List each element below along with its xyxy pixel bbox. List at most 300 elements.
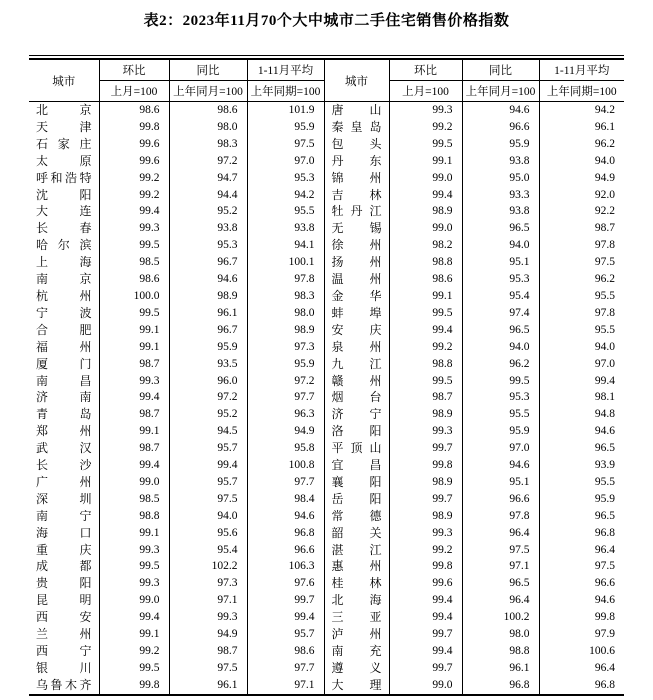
value-cell: 98.7: [539, 220, 624, 237]
value-cell: 96.5: [462, 322, 539, 339]
city-name: 郑州: [36, 424, 92, 439]
value-cell: 96.7: [169, 254, 247, 271]
city-name: 烟台: [331, 390, 382, 405]
value-cell: 99.4: [169, 457, 247, 474]
header-yoy-base-right: 上年同月=100: [462, 81, 539, 102]
value-cell: 97.2: [247, 373, 324, 390]
header-avg-right: 1-11月平均: [539, 59, 624, 81]
value-cell: 95.5: [539, 322, 624, 339]
value-cell: 95.7: [247, 626, 324, 643]
city-cell: [324, 423, 389, 440]
table-row: [29, 254, 624, 271]
value-cell: 97.5: [247, 136, 324, 153]
value-cell: 95.3: [462, 271, 539, 288]
city-name: 西安: [36, 610, 92, 625]
value-cell: 98.9: [389, 406, 462, 423]
city-name: 遵义: [331, 660, 382, 675]
value-cell: 99.4: [539, 373, 624, 390]
value-cell: 96.7: [169, 322, 247, 339]
city-name: 秦皇岛: [331, 119, 382, 134]
table-row: [29, 203, 624, 220]
value-cell: 99.7: [389, 626, 462, 643]
city-name: 昆明: [36, 593, 92, 608]
city-name: 无锡: [331, 221, 382, 236]
city-name: 泉州: [331, 339, 382, 354]
value-cell: 99.4: [99, 389, 169, 406]
value-cell: 99.1: [99, 525, 169, 542]
value-cell: 93.8: [169, 220, 247, 237]
header-city-left: 城市: [29, 59, 99, 102]
value-cell: 96.4: [539, 660, 624, 677]
value-cell: 99.6: [99, 136, 169, 153]
city-name: 襄阳: [331, 474, 382, 489]
value-cell: 98.9: [169, 288, 247, 305]
value-cell: 97.4: [462, 305, 539, 322]
city-cell: [324, 609, 389, 626]
city-cell: [29, 153, 99, 170]
table-row: [29, 575, 624, 592]
value-cell: 99.5: [462, 373, 539, 390]
city-name: 哈尔滨: [36, 238, 92, 253]
table-row: [29, 609, 624, 626]
table-row: [29, 237, 624, 254]
value-cell: 95.5: [539, 288, 624, 305]
value-cell: 93.5: [169, 356, 247, 373]
table-row: [29, 119, 624, 136]
value-cell: 98.7: [169, 643, 247, 660]
value-cell: 97.2: [169, 389, 247, 406]
value-cell: 94.9: [247, 423, 324, 440]
city-cell: [324, 288, 389, 305]
value-cell: 97.8: [462, 508, 539, 525]
value-cell: 97.0: [462, 440, 539, 457]
value-cell: 99.4: [389, 643, 462, 660]
city-cell: [29, 626, 99, 643]
city-cell: [29, 660, 99, 677]
value-cell: 99.7: [247, 592, 324, 609]
header-avg-base-right: 上年同期=100: [539, 81, 624, 102]
value-cell: 98.2: [389, 237, 462, 254]
city-name: 广州: [36, 474, 92, 489]
value-cell: 97.7: [247, 389, 324, 406]
city-cell: [324, 508, 389, 525]
city-name: 南京: [36, 272, 92, 287]
table-row: [29, 474, 624, 491]
city-cell: [324, 187, 389, 204]
value-cell: 95.9: [539, 491, 624, 508]
value-cell: 93.3: [462, 187, 539, 204]
header-yoy-base-left: 上年同月=100: [169, 81, 247, 102]
value-cell: 94.6: [169, 271, 247, 288]
city-cell: [324, 102, 389, 119]
city-name: 呼和浩特: [36, 170, 92, 185]
city-name: 重庆: [36, 542, 92, 557]
value-cell: 95.9: [462, 423, 539, 440]
city-cell: [29, 220, 99, 237]
value-cell: 99.2: [99, 170, 169, 187]
value-cell: 95.0: [462, 170, 539, 187]
city-cell: [324, 305, 389, 322]
value-cell: 99.3: [99, 373, 169, 390]
city-name: 贵阳: [36, 576, 92, 591]
city-cell: [29, 643, 99, 660]
value-cell: 94.6: [247, 508, 324, 525]
city-name: 扬州: [331, 255, 382, 270]
table-row: [29, 660, 624, 677]
value-cell: 96.6: [539, 575, 624, 592]
city-name: 赣州: [331, 373, 382, 388]
value-cell: 97.1: [462, 558, 539, 575]
value-cell: 99.0: [389, 677, 462, 695]
value-cell: 99.8: [99, 119, 169, 136]
value-cell: 95.7: [169, 474, 247, 491]
value-cell: 99.4: [389, 609, 462, 626]
header-avg-base-left: 上年同期=100: [247, 81, 324, 102]
value-cell: 96.1: [539, 119, 624, 136]
value-cell: 97.0: [539, 356, 624, 373]
value-cell: 95.8: [247, 440, 324, 457]
value-cell: 95.7: [169, 440, 247, 457]
value-cell: 99.2: [389, 339, 462, 356]
value-cell: 99.4: [389, 187, 462, 204]
city-name: 南充: [331, 644, 382, 658]
value-cell: 98.6: [99, 102, 169, 119]
value-cell: 97.5: [539, 558, 624, 575]
value-cell: 98.8: [462, 643, 539, 660]
value-cell: 96.1: [462, 660, 539, 677]
value-cell: 96.2: [539, 136, 624, 153]
table-row: [29, 339, 624, 356]
city-name: 牡丹江: [331, 204, 382, 219]
city-cell: [324, 220, 389, 237]
city-name: 宜昌: [331, 458, 382, 473]
value-cell: 94.6: [462, 102, 539, 119]
city-name: 银川: [36, 660, 92, 675]
table-row: [29, 102, 624, 119]
city-cell: [324, 474, 389, 491]
value-cell: 97.5: [462, 542, 539, 559]
city-cell: [324, 491, 389, 508]
city-name: 九江: [331, 356, 382, 371]
city-cell: [324, 322, 389, 339]
value-cell: 99.4: [99, 203, 169, 220]
value-cell: 95.1: [462, 254, 539, 271]
header-city-right: 城市: [324, 59, 389, 102]
city-name: 济宁: [331, 407, 382, 422]
value-cell: 99.3: [389, 102, 462, 119]
header-avg-left: 1-11月平均: [247, 59, 324, 81]
value-cell: 98.0: [169, 119, 247, 136]
city-name: 桂林: [331, 576, 382, 591]
city-cell: [29, 457, 99, 474]
value-cell: 95.5: [247, 203, 324, 220]
value-cell: 98.4: [247, 491, 324, 508]
table-row: [29, 356, 624, 373]
city-name: 蚌埠: [331, 305, 382, 320]
city-name: 金华: [331, 288, 382, 303]
value-cell: 96.5: [462, 220, 539, 237]
city-cell: [324, 356, 389, 373]
table-row: [29, 626, 624, 643]
city-name: 福州: [36, 339, 92, 354]
value-cell: 94.2: [539, 102, 624, 119]
value-cell: 99.3: [99, 220, 169, 237]
city-name: 北海: [331, 593, 382, 608]
city-cell: [29, 119, 99, 136]
city-name: 徐州: [331, 238, 382, 253]
value-cell: 95.2: [169, 203, 247, 220]
city-name: 乌鲁木齐: [36, 677, 92, 692]
value-cell: 97.8: [539, 305, 624, 322]
city-name: 长春: [36, 221, 92, 236]
table-row: [29, 406, 624, 423]
value-cell: 96.1: [169, 305, 247, 322]
city-name: 西宁: [36, 644, 92, 658]
city-cell: [324, 203, 389, 220]
table-row: [29, 136, 624, 153]
value-cell: 95.9: [169, 339, 247, 356]
value-cell: 97.5: [169, 491, 247, 508]
value-cell: 98.7: [389, 389, 462, 406]
value-cell: 94.5: [169, 423, 247, 440]
value-cell: 98.5: [99, 491, 169, 508]
value-cell: 99.8: [389, 457, 462, 474]
value-cell: 99.4: [99, 457, 169, 474]
city-name: 包头: [331, 136, 382, 151]
city-name: 丹东: [331, 153, 382, 168]
city-name: 锦州: [331, 170, 382, 185]
city-cell: [324, 558, 389, 575]
city-cell: [324, 643, 389, 660]
value-cell: 99.5: [99, 305, 169, 322]
value-cell: 99.4: [247, 609, 324, 626]
value-cell: 98.9: [389, 474, 462, 491]
city-cell: [29, 474, 99, 491]
city-name: 湛江: [331, 542, 382, 557]
value-cell: 98.6: [389, 271, 462, 288]
city-cell: [29, 575, 99, 592]
value-cell: 95.9: [247, 119, 324, 136]
value-cell: 97.5: [539, 254, 624, 271]
value-cell: 98.8: [99, 508, 169, 525]
value-cell: 98.6: [169, 102, 247, 119]
table-row: [29, 220, 624, 237]
value-cell: 94.0: [539, 153, 624, 170]
city-cell: [29, 305, 99, 322]
city-cell: [324, 153, 389, 170]
value-cell: 98.6: [247, 643, 324, 660]
value-cell: 99.4: [389, 592, 462, 609]
city-name: 合肥: [36, 322, 92, 337]
value-cell: 99.0: [99, 592, 169, 609]
city-cell: [29, 677, 99, 695]
value-cell: 96.8: [539, 525, 624, 542]
table-row: [29, 440, 624, 457]
value-cell: 94.0: [539, 339, 624, 356]
value-cell: 99.1: [99, 339, 169, 356]
city-cell: [324, 677, 389, 695]
value-cell: 96.2: [462, 356, 539, 373]
city-name: 上海: [36, 255, 92, 270]
city-name: 成都: [36, 559, 92, 574]
city-cell: [29, 136, 99, 153]
city-name: 宁波: [36, 305, 92, 320]
city-cell: [324, 406, 389, 423]
table-row: [29, 187, 624, 204]
city-cell: [29, 406, 99, 423]
header-yoy-right: 同比: [462, 59, 539, 81]
value-cell: 99.5: [99, 558, 169, 575]
value-cell: 96.8: [247, 525, 324, 542]
city-name: 南宁: [36, 508, 92, 523]
value-cell: 99.2: [389, 119, 462, 136]
city-name: 常德: [331, 508, 382, 523]
value-cell: 98.8: [389, 356, 462, 373]
value-cell: 99.7: [389, 440, 462, 457]
value-cell: 96.1: [169, 677, 247, 695]
city-cell: [29, 339, 99, 356]
city-name: 吉林: [331, 187, 382, 202]
value-cell: 96.6: [462, 119, 539, 136]
city-name: 长沙: [36, 458, 92, 473]
city-cell: [29, 288, 99, 305]
city-cell: [29, 542, 99, 559]
city-name: 兰州: [36, 627, 92, 642]
table-row: [29, 288, 624, 305]
value-cell: 98.1: [539, 389, 624, 406]
value-cell: 95.9: [462, 136, 539, 153]
value-cell: 96.5: [539, 508, 624, 525]
value-cell: 99.1: [99, 322, 169, 339]
value-cell: 94.8: [539, 406, 624, 423]
value-cell: 98.3: [247, 288, 324, 305]
value-cell: 99.3: [389, 423, 462, 440]
table-row: [29, 542, 624, 559]
value-cell: 94.0: [169, 508, 247, 525]
city-cell: [324, 542, 389, 559]
value-cell: 99.8: [389, 558, 462, 575]
value-cell: 95.5: [539, 474, 624, 491]
value-cell: 97.1: [169, 592, 247, 609]
table-row: [29, 153, 624, 170]
city-cell: [29, 592, 99, 609]
city-cell: [29, 170, 99, 187]
value-cell: 99.5: [389, 373, 462, 390]
value-cell: 100.6: [539, 643, 624, 660]
table-row: [29, 525, 624, 542]
city-name: 北京: [36, 103, 92, 117]
city-cell: [324, 440, 389, 457]
table-row: [29, 423, 624, 440]
value-cell: 99.3: [99, 542, 169, 559]
table-row: [29, 491, 624, 508]
value-cell: 99.6: [99, 153, 169, 170]
city-name: 青岛: [36, 407, 92, 422]
value-cell: 99.0: [389, 170, 462, 187]
value-cell: 95.4: [462, 288, 539, 305]
value-cell: 99.1: [389, 288, 462, 305]
value-cell: 97.8: [247, 271, 324, 288]
city-cell: [29, 187, 99, 204]
table-row: [29, 305, 624, 322]
city-cell: [324, 525, 389, 542]
city-cell: [29, 203, 99, 220]
table-row: [29, 389, 624, 406]
value-cell: 96.4: [462, 525, 539, 542]
city-cell: [324, 170, 389, 187]
value-cell: 94.6: [539, 423, 624, 440]
table-title: 表2：2023年11月70个大中城市二手住宅销售价格指数: [143, 13, 510, 29]
table-row: [29, 643, 624, 660]
value-cell: 92.2: [539, 203, 624, 220]
value-cell: 98.9: [389, 508, 462, 525]
city-name: 岳阳: [331, 491, 382, 506]
table-row: [29, 508, 624, 525]
city-cell: [324, 271, 389, 288]
value-cell: 99.5: [99, 660, 169, 677]
table-row: [29, 558, 624, 575]
value-cell: 97.5: [169, 660, 247, 677]
value-cell: 94.2: [247, 187, 324, 204]
city-name: 海口: [36, 525, 92, 540]
value-cell: 94.9: [539, 170, 624, 187]
value-cell: 97.7: [247, 474, 324, 491]
city-name: 武汉: [36, 441, 92, 456]
city-cell: [324, 457, 389, 474]
value-cell: 96.5: [462, 575, 539, 592]
value-cell: 98.0: [462, 626, 539, 643]
value-cell: 92.0: [539, 187, 624, 204]
value-cell: 95.6: [169, 525, 247, 542]
table-row: [29, 592, 624, 609]
value-cell: 96.6: [247, 542, 324, 559]
value-cell: 99.0: [389, 220, 462, 237]
city-cell: [324, 389, 389, 406]
city-cell: [29, 271, 99, 288]
city-name: 石家庄: [36, 136, 92, 151]
header-yoy-left: 同比: [169, 59, 247, 81]
value-cell: 99.7: [389, 660, 462, 677]
table-row: [29, 170, 624, 187]
table-row: [29, 271, 624, 288]
value-cell: 100.2: [462, 609, 539, 626]
value-cell: 97.3: [169, 575, 247, 592]
value-cell: 99.0: [99, 474, 169, 491]
value-cell: 96.8: [539, 677, 624, 695]
city-cell: [29, 491, 99, 508]
value-cell: 99.1: [389, 153, 462, 170]
city-name: 三亚: [331, 610, 382, 625]
city-cell: [324, 575, 389, 592]
table-row: [29, 677, 624, 695]
value-cell: 94.6: [539, 592, 624, 609]
value-cell: 97.0: [247, 153, 324, 170]
city-cell: [29, 373, 99, 390]
value-cell: 96.4: [462, 592, 539, 609]
value-cell: 94.0: [462, 339, 539, 356]
value-cell: 99.3: [389, 525, 462, 542]
value-cell: 98.0: [247, 305, 324, 322]
price-index-table-wrap: [29, 55, 624, 696]
city-cell: [324, 373, 389, 390]
value-cell: 93.8: [247, 220, 324, 237]
price-index-table: [29, 58, 624, 696]
value-cell: 95.9: [247, 356, 324, 373]
value-cell: 98.5: [99, 254, 169, 271]
value-cell: 99.3: [99, 575, 169, 592]
value-cell: 95.1: [462, 474, 539, 491]
value-cell: 100.0: [99, 288, 169, 305]
